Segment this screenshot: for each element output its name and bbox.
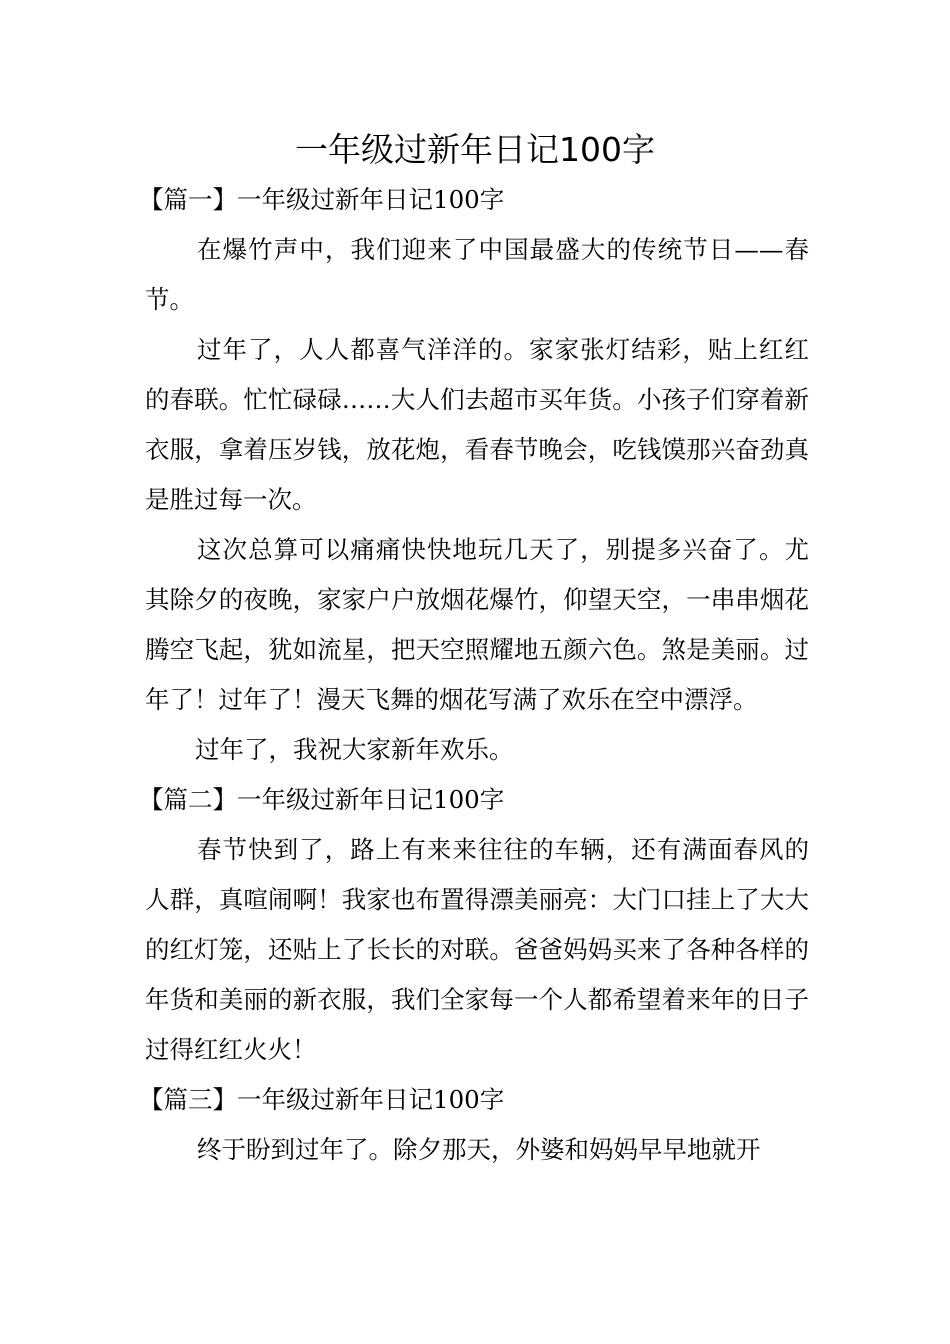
paragraph: 过年了，我祝大家新年欢乐。 bbox=[195, 735, 514, 764]
paragraph: 终于盼到过年了。除夕那天，外婆和妈妈早早地就开 bbox=[197, 1135, 761, 1164]
paragraph: 在爆竹声中，我们迎来了中国最盛大的传统节日——春节。 bbox=[145, 235, 809, 314]
paragraph: 春节快到了，路上有来来往往的车辆，还有满面春风的人群，真喧闹啊！我家也布置得漂美丽亮：大门口挂上了大大的红灯笼，还贴上了长长的对联。爸爸妈妈买来了各种各样的年货和美丽的新衣服，我们全家每一个人都希望着来年的日子过得红红火火！ bbox=[145, 835, 809, 1064]
paragraph: 过年了，人人都喜气洋洋的。家家张灯结彩，贴上红红的春联。忙忙碌碌……大人们去超市买年货。小孩子们穿着新衣服，拿着压岁钱，放花炮，看春节晚会，吃钱馍那兴奋劲真是胜过每一次。 bbox=[145, 335, 809, 514]
document-body bbox=[139, 175, 809, 1175]
section-heading-2: 【篇二】一年级过新年日记100字 bbox=[139, 785, 505, 814]
paragraph: 这次总算可以痛痛快快地玩几天了，别提多兴奋了。尤其除夕的夜晚，家家户户放烟花爆竹，仰望天空，一串串烟花腾空飞起，犹如流星，把天空照耀地五颜六色。煞是美丽。过年了！过年了！漫天飞舞的烟花写满了欢乐在空中漂浮。 bbox=[145, 535, 809, 714]
page-title: 一年级过新年日记100字 bbox=[295, 130, 655, 169]
section-heading-3: 【篇三】一年级过新年日记100字 bbox=[139, 1085, 505, 1114]
section-heading-1: 【篇一】一年级过新年日记100字 bbox=[139, 185, 505, 214]
